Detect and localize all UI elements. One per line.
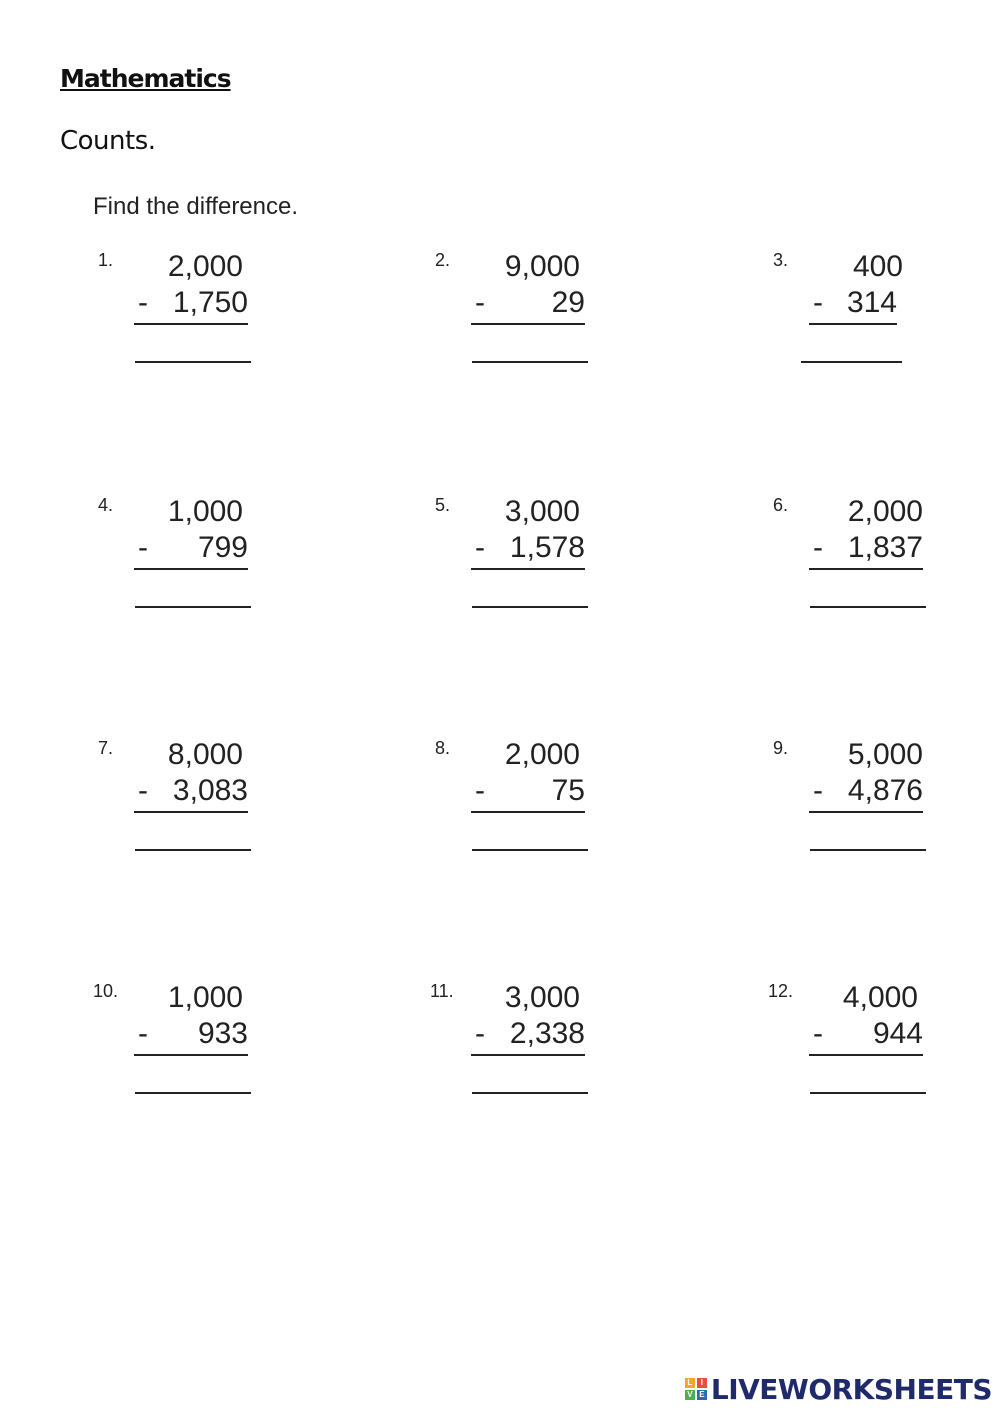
minus-sign: - — [475, 286, 485, 319]
subtrahend: 799 — [197, 531, 248, 564]
problem-11 — [430, 981, 610, 1111]
problem-number: 11. — [430, 981, 454, 1001]
problem-number: 9. — [773, 738, 789, 758]
minus-sign: - — [138, 774, 148, 807]
problem-7 — [98, 738, 278, 868]
minus-sign: - — [138, 1017, 148, 1050]
answer-blank[interactable] — [135, 849, 251, 851]
problem-4 — [98, 495, 278, 625]
minus-sign: - — [475, 774, 485, 807]
minuend: 2,000 — [847, 495, 923, 528]
problem-1 — [98, 250, 278, 380]
sum-line — [134, 568, 248, 570]
answer-blank[interactable] — [472, 361, 588, 363]
minuend: 8,000 — [167, 738, 243, 771]
problem-number: 10. — [93, 981, 119, 1001]
problem-9 — [773, 738, 953, 868]
logo-text: LIVEWORKSHEETS — [710, 1372, 992, 1406]
minus-sign: - — [813, 1017, 823, 1050]
answer-blank[interactable] — [810, 849, 926, 851]
answer-blank[interactable] — [472, 1092, 588, 1094]
subtrahend: 314 — [846, 286, 897, 319]
subtrahend: 944 — [872, 1017, 923, 1050]
minuend: 4,000 — [842, 981, 918, 1014]
subtrahend: 2,338 — [509, 1017, 585, 1050]
sum-line — [471, 811, 585, 813]
minus-sign: - — [475, 531, 485, 564]
minuend: 2,000 — [504, 738, 580, 771]
problem-number: 7. — [98, 738, 114, 758]
answer-blank[interactable] — [810, 1092, 926, 1094]
problem-2 — [435, 250, 615, 380]
sum-line — [809, 568, 923, 570]
problem-number: 1. — [98, 250, 114, 270]
answer-blank[interactable] — [135, 1092, 251, 1094]
sum-line — [809, 323, 897, 325]
subtrahend: 1,837 — [847, 531, 923, 564]
subtrahend: 933 — [197, 1017, 248, 1050]
minuend: 9,000 — [504, 250, 580, 283]
minuend: 1,000 — [167, 495, 243, 528]
minus-sign: - — [813, 531, 823, 564]
problem-10 — [93, 981, 273, 1111]
minuend: 400 — [852, 250, 903, 283]
sum-line — [471, 568, 585, 570]
page-subtitle: Counts. — [60, 126, 156, 156]
problem-number: 8. — [435, 738, 451, 758]
problem-8 — [435, 738, 615, 868]
minuend: 5,000 — [847, 738, 923, 771]
problem-5 — [435, 495, 615, 625]
liveworksheets-logo-icon: L I V E — [685, 1378, 707, 1400]
problem-number: 2. — [435, 250, 451, 270]
problem-3 — [773, 250, 953, 380]
problem-6 — [773, 495, 953, 625]
page-title: Mathematics — [60, 64, 231, 93]
problem-number: 3. — [773, 250, 789, 270]
problem-number: 12. — [768, 981, 794, 1001]
answer-blank[interactable] — [135, 606, 251, 608]
minus-sign: - — [475, 1017, 485, 1050]
liveworksheets-logo[interactable] — [685, 1371, 992, 1407]
minus-sign: - — [813, 774, 823, 807]
minuend: 2,000 — [167, 250, 243, 283]
sum-line — [809, 811, 923, 813]
answer-blank[interactable] — [472, 849, 588, 851]
subtrahend: 1,578 — [509, 531, 585, 564]
instructions: Find the difference. — [93, 193, 299, 220]
sum-line — [134, 323, 248, 325]
subtrahend: 29 — [551, 286, 585, 319]
problem-12 — [768, 981, 948, 1111]
sum-line — [471, 323, 585, 325]
answer-blank[interactable] — [810, 606, 926, 608]
problem-number: 5. — [435, 495, 451, 515]
sum-line — [809, 1054, 923, 1056]
subtrahend: 4,876 — [847, 774, 923, 807]
minuend: 3,000 — [504, 495, 580, 528]
minuend: 1,000 — [167, 981, 243, 1014]
minuend: 3,000 — [504, 981, 580, 1014]
subtrahend: 3,083 — [172, 774, 248, 807]
answer-blank[interactable] — [472, 606, 588, 608]
sum-line — [134, 811, 248, 813]
minus-sign: - — [813, 286, 823, 319]
minus-sign: - — [138, 286, 148, 319]
sum-line — [471, 1054, 585, 1056]
minus-sign: - — [138, 531, 148, 564]
problem-number: 4. — [98, 495, 114, 515]
answer-blank[interactable] — [135, 361, 251, 363]
answer-blank[interactable] — [801, 361, 902, 363]
subtrahend: 1,750 — [172, 286, 248, 319]
subtrahend: 75 — [551, 774, 585, 807]
problem-number: 6. — [773, 495, 789, 515]
sum-line — [134, 1054, 248, 1056]
